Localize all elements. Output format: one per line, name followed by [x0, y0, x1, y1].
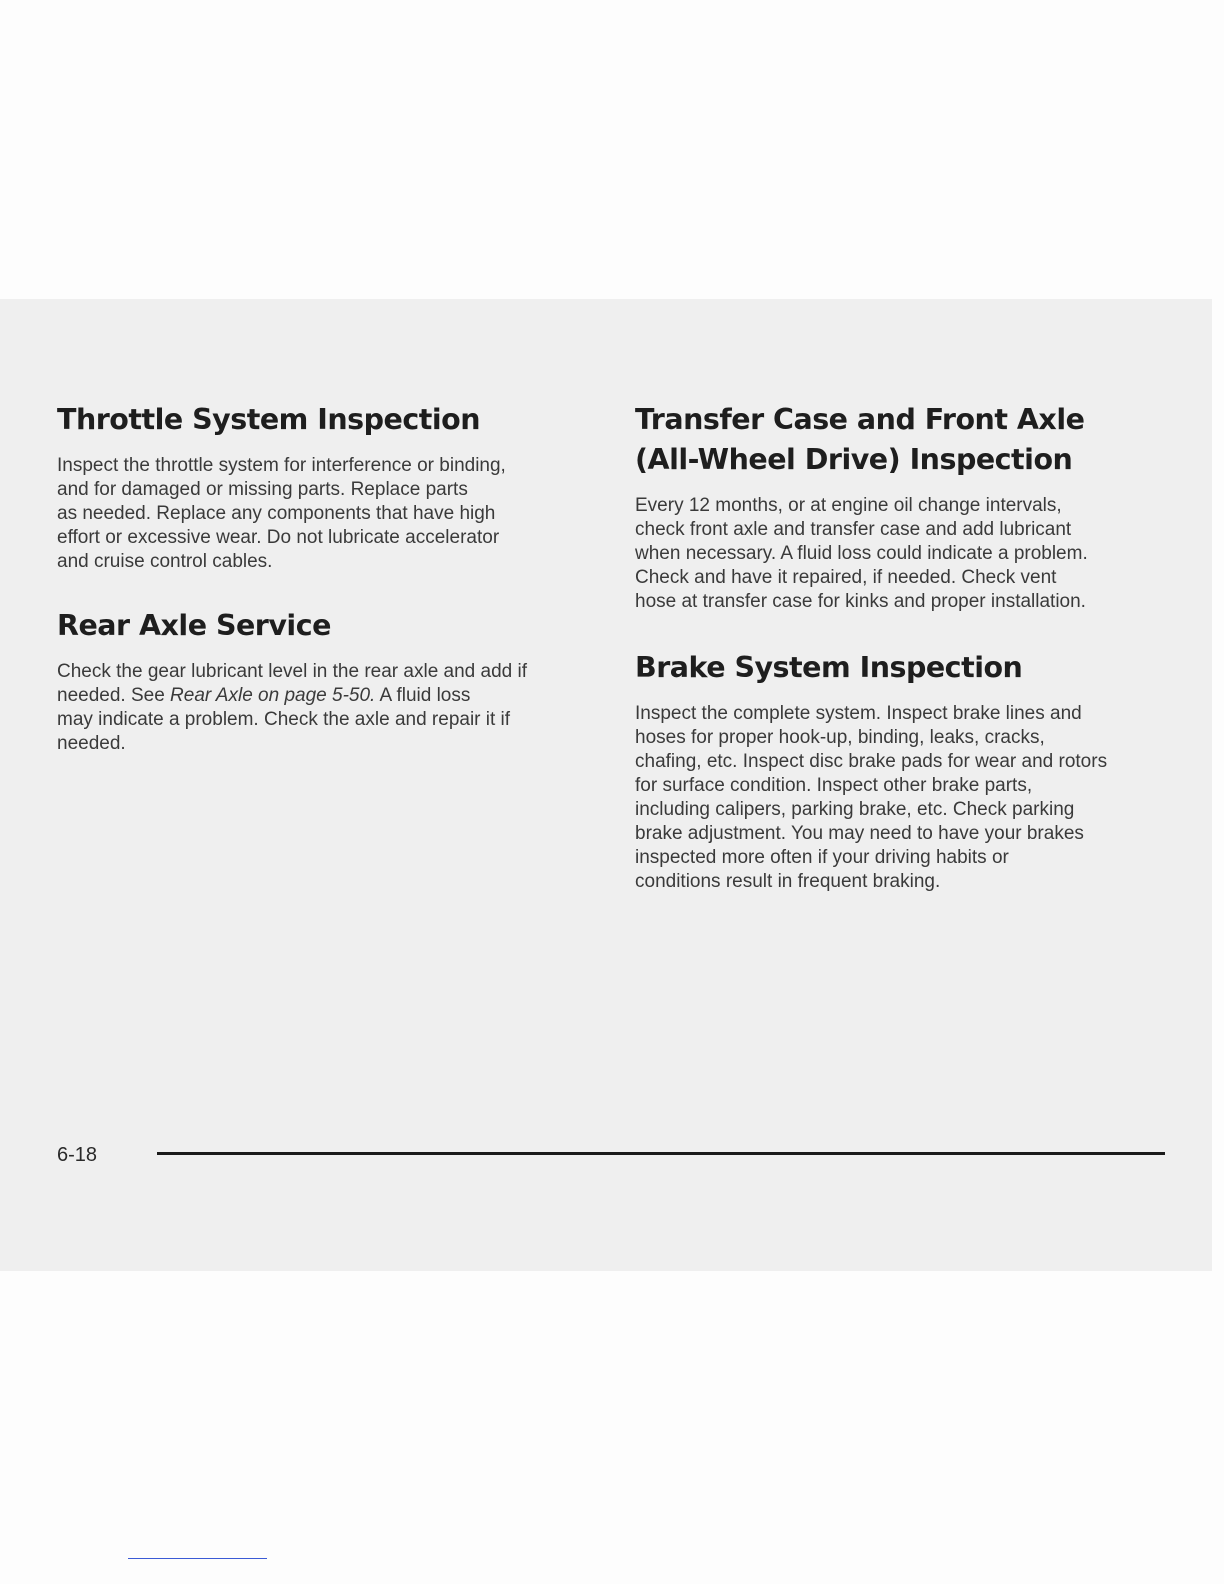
text-line: check front axle and transfer case and add lubricant — [635, 519, 1072, 540]
text-line: as needed. Replace any components that have high — [57, 503, 496, 524]
right-column — [635, 400, 1175, 894]
throttle-system-inspection-body — [57, 454, 602, 574]
text-line: hoses for proper hook-up, binding, leaks, cracks, — [635, 727, 1045, 748]
rear-axle-service-body — [57, 660, 602, 756]
text-line — [57, 684, 602, 708]
text-line: and cruise control cables. — [57, 551, 273, 572]
text-line: for surface condition. Inspect other brake parts, — [635, 775, 1033, 796]
text-line: Every 12 months, or at engine oil change intervals, — [635, 495, 1062, 516]
transfer-case-inspection-heading — [635, 400, 1175, 480]
text-line: may indicate a problem. Check the axle and repair it if — [57, 709, 511, 730]
left-column — [57, 400, 602, 756]
brake-system-inspection-heading: Brake System Inspection — [635, 651, 1023, 684]
text-line: Check and have it repaired, if needed. Check vent — [635, 567, 1057, 588]
text-line: when necessary. A fluid loss could indicate a problem. — [635, 543, 1088, 564]
text-line: Check the gear lubricant level in the rear axle and add if — [57, 661, 527, 682]
page-footer — [57, 1140, 1165, 1170]
text-line: Inspect the complete system. Inspect brake lines and — [635, 703, 1082, 724]
transfer-case-inspection-body — [635, 494, 1175, 614]
text-line: conditions result in frequent braking. — [635, 871, 941, 892]
text-line: chafing, etc. Inspect disc brake pads for wear and rotors — [635, 751, 1108, 772]
footer-divider — [157, 1152, 1165, 1155]
text-line: Inspect the throttle system for interference or binding, — [57, 455, 506, 476]
text-line: inspected more often if your driving habits or — [635, 847, 1009, 868]
throttle-system-inspection-heading: Throttle System Inspection — [57, 403, 481, 436]
brake-system-inspection-body — [635, 702, 1175, 894]
text-line: hose at transfer case for kinks and proper installation. — [635, 591, 1086, 612]
text-line: and for damaged or missing parts. Replace parts — [57, 479, 468, 500]
text-line: needed. — [57, 733, 126, 754]
text-segment: needed. See — [57, 685, 171, 706]
text-line: brake adjustment. You may need to have your brakes — [635, 823, 1084, 844]
text-line: including calipers, parking brake, etc. Check parking — [635, 799, 1075, 820]
page-number: 6-18 — [57, 1144, 98, 1166]
heading-line: Transfer Case and Front Axle — [635, 403, 1085, 436]
rear-axle-service-heading: Rear Axle Service — [57, 609, 331, 642]
link-underline — [128, 1558, 267, 1559]
text-segment: A fluid loss — [375, 685, 471, 706]
heading-line: (All-Wheel Drive) Inspection — [635, 443, 1073, 476]
text-line: effort or excessive wear. Do not lubricate accelerator — [57, 527, 500, 548]
rear-axle-page-reference-link[interactable]: Rear Axle on page 5-50. — [170, 685, 376, 706]
